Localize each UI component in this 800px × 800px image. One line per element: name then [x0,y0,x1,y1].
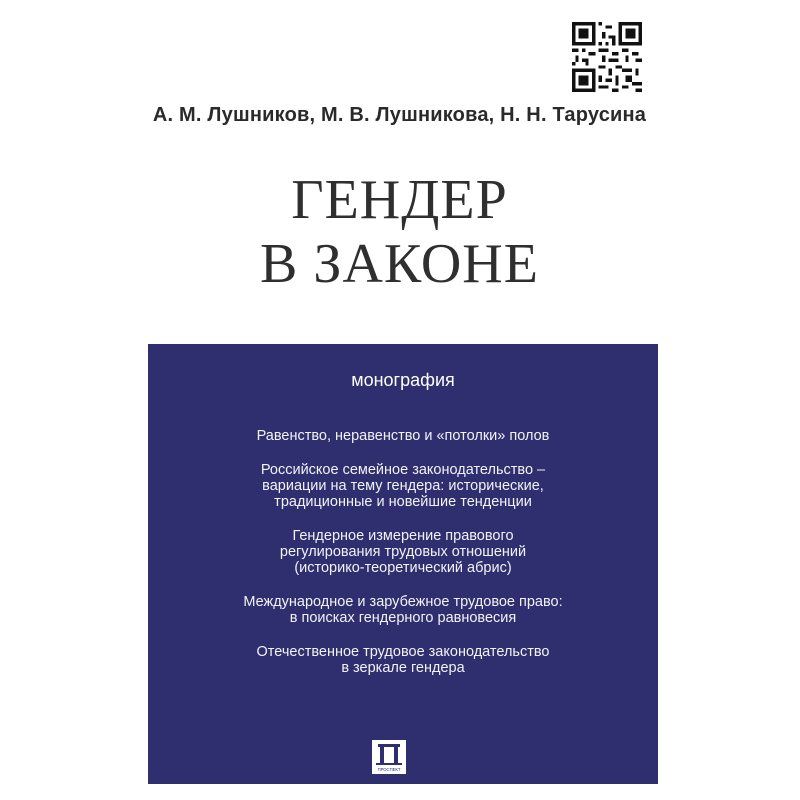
book-title [108,168,691,296]
genre-label: монография [351,370,455,390]
topic-item: Российское семейное законодательство – вариации на тему гендера: исторические, традиционные и новейшие тенденции [260,462,546,510]
topics-list [148,428,658,694]
publisher-logo-icon [372,740,406,774]
topic-item: Отечественное трудовое законодательство в зеркале гендера [256,644,550,676]
publisher-logo-text: ПРОСПЕКТ [377,767,401,772]
title-line-2: В ЗАКОНЕ [260,233,539,295]
topic-item: Равенство, неравенство и «потолки» полов [256,428,550,444]
topic-item: Гендерное измерение правового регулирования трудовых отношений (историко-теоретический абрис) [279,528,527,576]
topic-item: Международное и зарубежное трудовое право: в поисках гендерного равновесия [243,594,563,626]
title-line-1: ГЕНДЕР [291,169,508,231]
contents-panel [148,344,658,784]
authors: А. М. Лушников, М. В. Лушникова, Н. Н. Тарусина [152,104,647,126]
qr-code-icon [572,22,642,92]
